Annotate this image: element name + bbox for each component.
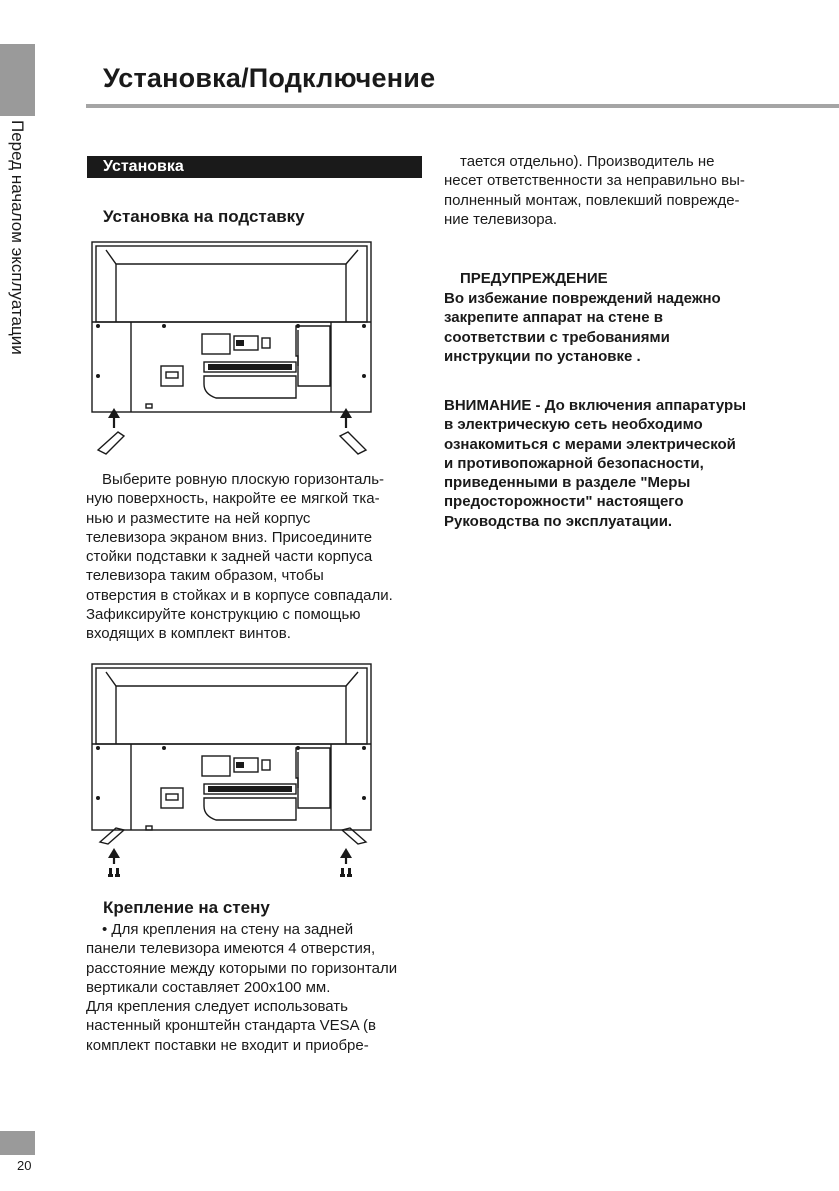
text-line: полненный монтаж, повлекший поврежде-: [444, 191, 740, 209]
text-line: ознакомиться с мерами электрической: [444, 435, 736, 453]
text-line: настенный кронштейн стандарта VESA (в: [86, 1017, 376, 1035]
text-line: и противопожарной безопасности,: [444, 454, 704, 472]
wall-mount-heading: Крепление на стену: [103, 898, 270, 917]
text-line: в электрическую сеть необходимо: [444, 416, 703, 434]
text-line: несет ответственности за неправильно вы-: [444, 172, 745, 190]
text-line: приведенными в разделе "Меры: [444, 474, 691, 492]
bottom-tab-marker: [0, 1131, 35, 1155]
page-title: Установка/Подключение: [103, 63, 436, 93]
text-line: телевизора экраном вниз. Присоедините: [86, 528, 373, 546]
text-line: Выберите ровную плоскую горизонталь-: [102, 471, 385, 488]
stand-instructions: [86, 470, 393, 644]
text-line: • Для крепления на стену на задней: [102, 921, 354, 938]
warning-text: [444, 289, 721, 366]
text-line: панели телевизора имеются 4 отверстия,: [86, 940, 376, 958]
text-line: ную поверхность, накройте ее мягкой тка-: [86, 490, 380, 508]
text-line: тается отдельно). Производитель не: [460, 153, 715, 170]
text-line: соответствии с требованиями: [444, 328, 670, 346]
side-section-label: Перед началом эксплуатации: [8, 120, 27, 355]
text-line: инструкции по установке .: [444, 347, 641, 365]
stand-install-heading: Установка на подставку: [103, 207, 305, 226]
text-line: предосторожности" настоящего: [444, 493, 684, 511]
text-line: комплект поставки не входит и приобре-: [86, 1036, 369, 1054]
title-rule: [86, 104, 839, 108]
text-line: Во избежание повреждений надежно: [444, 290, 721, 307]
text-line: ние телевизора.: [444, 210, 558, 228]
text-line: Для крепления следует использовать: [86, 998, 348, 1016]
side-tab-marker: [0, 44, 35, 116]
attention-text: [444, 396, 746, 531]
text-line: нью и разместите на ней корпус: [86, 509, 311, 527]
text-line: отверстия в стойках и в корпусе совпадали.: [86, 586, 393, 604]
tv-screws-figure: [86, 660, 376, 882]
text-line: Зафиксируйте конструкцию с помощью: [86, 606, 361, 624]
text-line: вертикали составляет 200x100 мм.: [86, 978, 331, 996]
text-line: ВНИМАНИЕ - До включения аппаратуры: [444, 397, 746, 414]
text-line: телевизора таким образом, чтобы: [86, 567, 324, 585]
text-line: расстояние между которыми по горизонтали: [86, 959, 398, 977]
text-line: стойки подставки к задней части корпуса: [86, 548, 373, 566]
text-line: Руководства по эксплуатации.: [444, 512, 673, 530]
page-number: 20: [17, 1158, 32, 1173]
wall-mount-instructions: [86, 920, 397, 1055]
tv-stand-figure: [86, 238, 376, 458]
warning-title: ПРЕДУПРЕЖДЕНИЕ: [460, 270, 608, 287]
section-header-installation: Установка: [87, 156, 422, 178]
text-line: входящих в комплект винтов.: [86, 625, 291, 643]
text-line: закрепите аппарат на стене в: [444, 309, 663, 327]
wall-mount-continuation: [444, 152, 745, 229]
